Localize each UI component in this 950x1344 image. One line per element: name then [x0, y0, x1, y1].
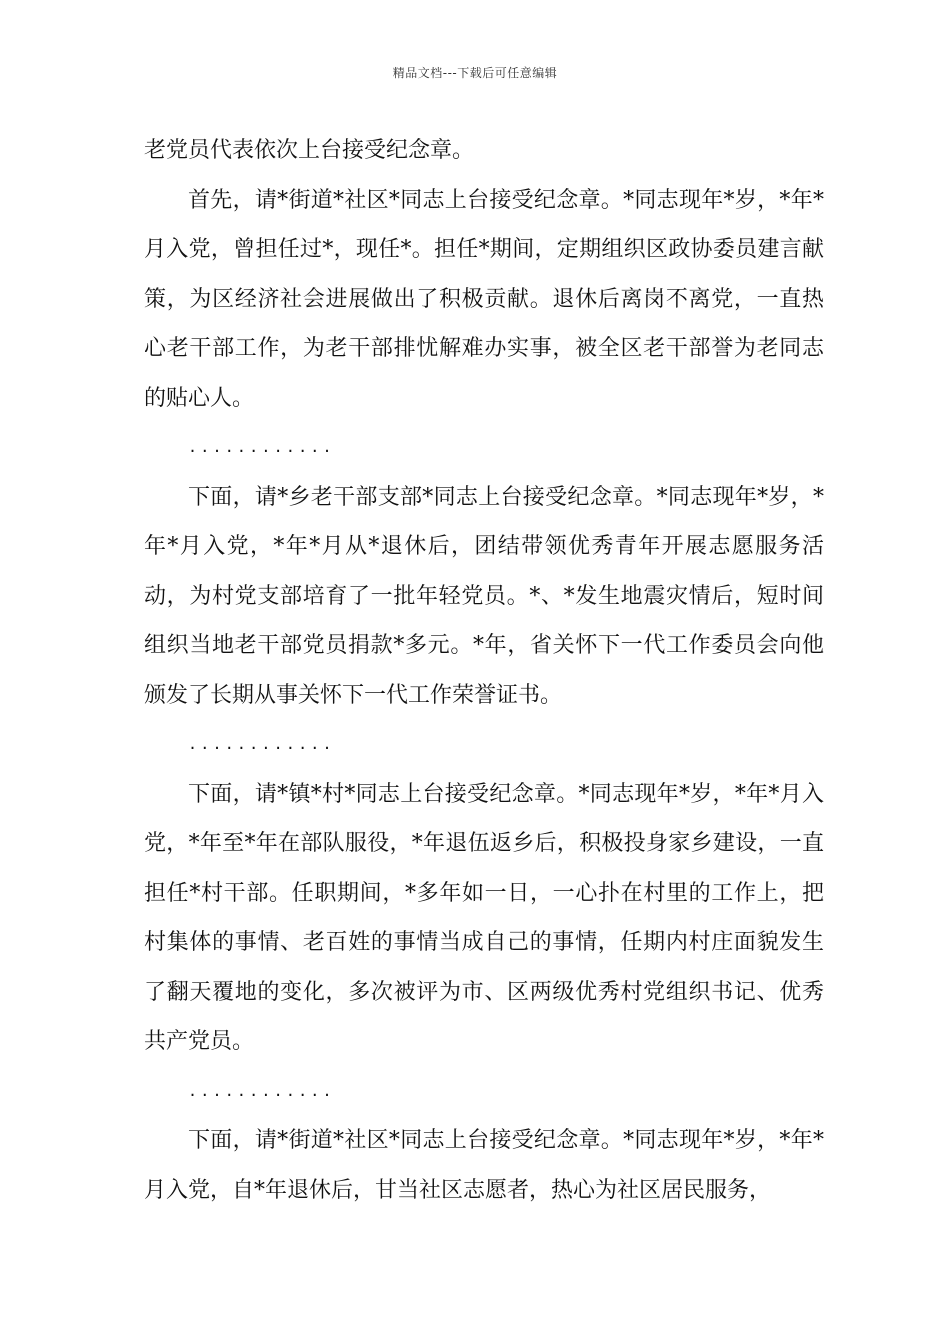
ellipsis-separator: ............ [188, 1081, 335, 1100]
paragraph-award-2: 下面，请*乡老干部支部*同志上台接受纪念章。*同志现年*岁，*年*月入党，*年*月从*退休后，团结带领优秀青年开展志愿服务活动，为村党支部培育了一批年轻党员。*、*发生地震灾情后，短时间组织当地老干部党员捐款*多元。*年，省关怀下一代工作委员会向他颁发了长期从事关怀下一代工作荣誉证书。 [144, 484, 824, 708]
paragraph-intro: 老党员代表依次上台接受纪念章。 [144, 138, 475, 163]
document-body [144, 126, 824, 1215]
paragraph-award-1: 首先，请*街道*社区*同志上台接受纪念章。*同志现年*岁，*年*月入党，曾担任过*，现任*。担任*期间，定期组织区政协委员建言献策，为区经济社会进展做出了积极贡献。退休后离岗不离党，一直热心老干部工作，为老干部排忧解难办实事，被全区老干部誉为老同志的贴心人。 [144, 187, 824, 411]
ellipsis-separator: ............ [188, 735, 335, 753]
ellipsis-separator: ............ [188, 438, 335, 456]
paragraph-award-4: 下面，请*街道*社区*同志上台接受纪念章。*同志现年*岁，*年*月入党，自*年退休后，甘当社区志愿者，热心为社区居民服务， [144, 1128, 824, 1203]
page-header: 精品文档---下载后可任意编辑 [392, 66, 558, 80]
paragraph-award-3: 下面，请*镇*村*同志上台接受纪念章。*同志现年*岁，*年*月入党，*年至*年在部队服役，*年退伍返乡后，积极投身家乡建设，一直担任*村干部。任职期间，*多年如一日，一心扑在村里的工作上，把村集体的事情、老百姓的事情当成自己的事情，任期内村庄面貌发生了翻天覆地的变化，多次被评为市、区两级优秀村党组织书记、优秀共产党员。 [144, 781, 824, 1054]
